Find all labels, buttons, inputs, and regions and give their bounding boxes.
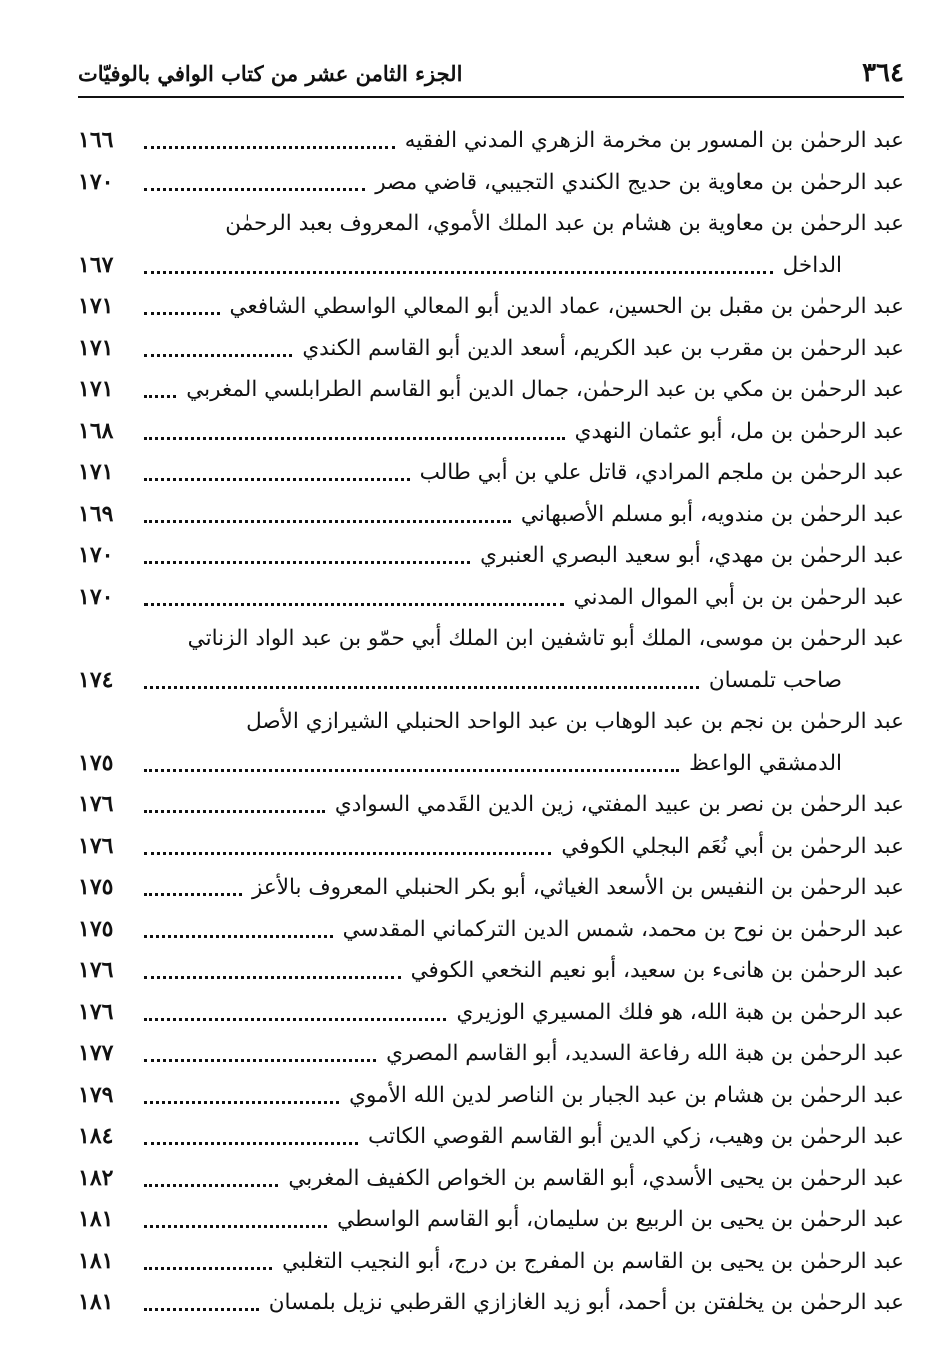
entry-page-number: ١٧٥ <box>78 749 114 776</box>
index-entry-continuation <box>78 660 904 702</box>
dot-leader <box>144 1018 446 1021</box>
running-header <box>78 50 904 98</box>
entry-page-number: ١٨١ <box>78 1247 114 1274</box>
entry-page-number: ١٧١ <box>78 459 114 485</box>
dot-leader <box>144 561 470 564</box>
entry-page-number: ١٦٧ <box>78 251 114 278</box>
entry-page-number: ١٨١ <box>78 1206 114 1232</box>
index-list <box>78 120 904 1324</box>
index-entry <box>78 1075 904 1117</box>
dot-leader <box>144 1101 339 1104</box>
dot-leader <box>144 146 395 149</box>
dot-leader <box>144 1225 327 1228</box>
entry-page-number: ١٨٢ <box>78 1164 114 1191</box>
entry-text: عبد الرحمٰن بن معاوية بن هشام بن عبد الملك الأموي، المعروف بعبد الرحمٰن <box>225 211 904 236</box>
entry-page-number: ١٧٧ <box>78 1040 114 1066</box>
index-entry <box>78 867 904 909</box>
dot-leader <box>144 271 773 274</box>
index-entry <box>78 1282 904 1324</box>
entry-text: عبد الرحمٰن بن يحيى بن الربيع بن سليمان، أبو القاسم الواسطي <box>337 1207 904 1232</box>
entry-page-number: ١٦٩ <box>78 500 114 527</box>
page-number: ٣٦٤ <box>862 58 904 88</box>
index-entry <box>78 1241 904 1283</box>
dot-leader <box>144 1308 259 1311</box>
entry-page-number: ١٧٦ <box>78 791 114 817</box>
index-entry <box>78 1158 904 1200</box>
index-entry <box>78 950 904 992</box>
dot-leader <box>144 1267 272 1270</box>
entry-page-number: ١٨١ <box>78 1289 114 1315</box>
entry-text: عبد الرحمٰن بن النفيس بن الأسعد الغياثي، أبو بكر الحنبلي المعروف بالأعز <box>252 875 904 900</box>
entry-continuation-text: صاحب تلمسان <box>708 667 842 693</box>
dot-leader <box>144 852 551 855</box>
entry-text: عبد الرحمٰن بن مل، أبو عثمان النهدي <box>574 418 904 444</box>
entry-text: عبد الرحمٰن بن مهدي، أبو سعيد البصري العنبري <box>480 543 904 568</box>
entry-text: عبد الرحمٰن بن هبة الله، هو فلك المسيري الوزيري <box>456 999 904 1025</box>
dot-leader <box>144 686 699 689</box>
entry-text: عبد الرحمٰن بن ملجم المرادي، قاتل علي بن أبي طالب <box>419 460 904 485</box>
entry-text: عبد الرحمٰن بن مندويه، أبو مسلم الأصبهاني <box>520 501 904 527</box>
entry-text: عبد الرحمٰن بن المسور بن مخرمة الزهري المدني الفقيه <box>404 128 904 153</box>
entry-page-number: ١٧٠ <box>78 168 114 195</box>
dot-leader <box>144 1142 358 1145</box>
entry-page-number: ١٧١ <box>78 334 114 361</box>
entry-page-number: ١٧٤ <box>78 666 114 693</box>
dot-leader <box>144 976 401 979</box>
index-entry <box>78 286 904 328</box>
entry-text: عبد الرحمٰن بن مكي بن عبد الرحمٰن، جمال الدين أبو القاسم الطرابلسي المغربي <box>186 377 904 402</box>
dot-leader <box>144 810 325 813</box>
entry-page-number: ١٧١ <box>78 376 114 402</box>
entry-continuation-text: الدمشقي الواعظ <box>689 750 842 776</box>
entry-page-number: ١٧٦ <box>78 957 114 983</box>
entry-text: عبد الرحمٰن بن وهيب، زكي الدين أبو القاسم القوصي الكاتب <box>368 1124 904 1149</box>
entry-page-number: ١٨٤ <box>78 1123 114 1149</box>
index-entry <box>78 1116 904 1158</box>
entry-text: عبد الرحمٰن بن أبي نُعَم البجلي الكوفي <box>561 833 904 859</box>
index-entry <box>78 1199 904 1241</box>
index-entry <box>78 452 904 494</box>
index-entry <box>78 701 904 743</box>
dot-leader <box>144 188 365 191</box>
entry-page-number: ١٧٥ <box>78 874 114 900</box>
entry-page-number: ١٧٠ <box>78 542 114 568</box>
entry-text: عبد الرحمٰن بن نجم بن عبد الوهاب بن عبد الواحد الحنبلي الشيرازي الأصل <box>246 709 904 734</box>
index-entry <box>78 784 904 826</box>
entry-text: عبد الرحمٰن بن موسى، الملك أبو تاشفين ابن الملك أبي حمّو بن عبد الواد الزناتي <box>187 626 904 651</box>
index-entry <box>78 535 904 577</box>
dot-leader <box>144 520 511 523</box>
index-entry <box>78 494 904 536</box>
entry-page-number: ١٧٦ <box>78 998 114 1025</box>
index-entry <box>78 577 904 619</box>
entry-text: عبد الرحمٰن بن هشام بن عبد الجبار بن الناصر لدين الله الأموي <box>349 1082 904 1108</box>
entry-page-number: ١٧١ <box>78 293 114 319</box>
entry-text: عبد الرحمٰن بن مقبل بن الحسين، عماد الدين أبو المعالي الواسطي الشافعي <box>229 294 904 319</box>
index-entry <box>78 826 904 868</box>
index-entry <box>78 328 904 370</box>
index-entry <box>78 203 904 245</box>
entry-text: عبد الرحمٰن بن يحيى الأسدي، أبو القاسم بن الخواص الكفيف المغربي <box>288 1165 904 1191</box>
dot-leader <box>144 893 242 896</box>
dot-leader <box>144 1184 278 1187</box>
dot-leader <box>144 935 333 938</box>
entry-text: عبد الرحمٰن بن نوح بن محمد، شمس الدين التركماني المقدسي <box>342 916 904 942</box>
index-entry <box>78 909 904 951</box>
dot-leader <box>144 312 220 315</box>
entry-text: عبد الرحمٰن بن نصر بن عبيد المفتي، زين الدين القَدمي السوادي <box>334 792 904 817</box>
entry-page-number: ١٧٠ <box>78 583 114 610</box>
entry-text: عبد الرحمٰن بن هانىء بن سعيد، أبو نعيم النخعي الكوفي <box>410 958 904 983</box>
entry-text: عبد الرحمٰن بن هبة الله رفاعة السديد، أبو القاسم المصري <box>386 1041 904 1066</box>
index-entry <box>78 369 904 411</box>
dot-leader <box>144 1059 376 1062</box>
dot-leader <box>144 478 410 481</box>
entry-page-number: ١٦٦ <box>78 127 114 153</box>
dot-leader <box>144 437 565 440</box>
entry-page-number: ١٧٥ <box>78 915 114 942</box>
entry-page-number: ١٧٦ <box>78 832 114 859</box>
index-entry <box>78 618 904 660</box>
entry-text: عبد الرحمٰن بن يحيى بن القاسم بن المفرج بن درج، أبو النجيب التغلبي <box>282 1248 904 1274</box>
entry-continuation-text: الداخل <box>782 252 842 278</box>
entry-page-number: ١٧٩ <box>78 1081 114 1108</box>
entry-text: عبد الرحمٰن بن بن أبي الموال المدني <box>573 584 904 610</box>
entry-text: عبد الرحمٰن بن يخلفتن بن أحمد، أبو زيد الغازازي القرطبي نزيل بلمسان <box>268 1290 904 1315</box>
dot-leader <box>144 395 176 398</box>
entry-text: عبد الرحمٰن بن مقرب بن عبد الكريم، أسعد الدين أبو القاسم الكندي <box>302 335 904 361</box>
index-entry-continuation <box>78 245 904 287</box>
entry-page-number: ١٦٨ <box>78 417 114 444</box>
running-title: الجزء الثامن عشر من كتاب الوافي بالوفيّات <box>78 60 463 86</box>
index-entry <box>78 120 904 162</box>
index-entry <box>78 411 904 453</box>
index-entry-continuation <box>78 743 904 785</box>
index-entry <box>78 162 904 204</box>
index-entry <box>78 1033 904 1075</box>
entry-text: عبد الرحمٰن بن معاوية بن حديج الكندي التجيبي، قاضي مصر <box>375 169 904 195</box>
dot-leader <box>144 769 679 772</box>
dot-leader <box>144 603 564 606</box>
dot-leader <box>144 354 292 357</box>
index-entry <box>78 992 904 1034</box>
